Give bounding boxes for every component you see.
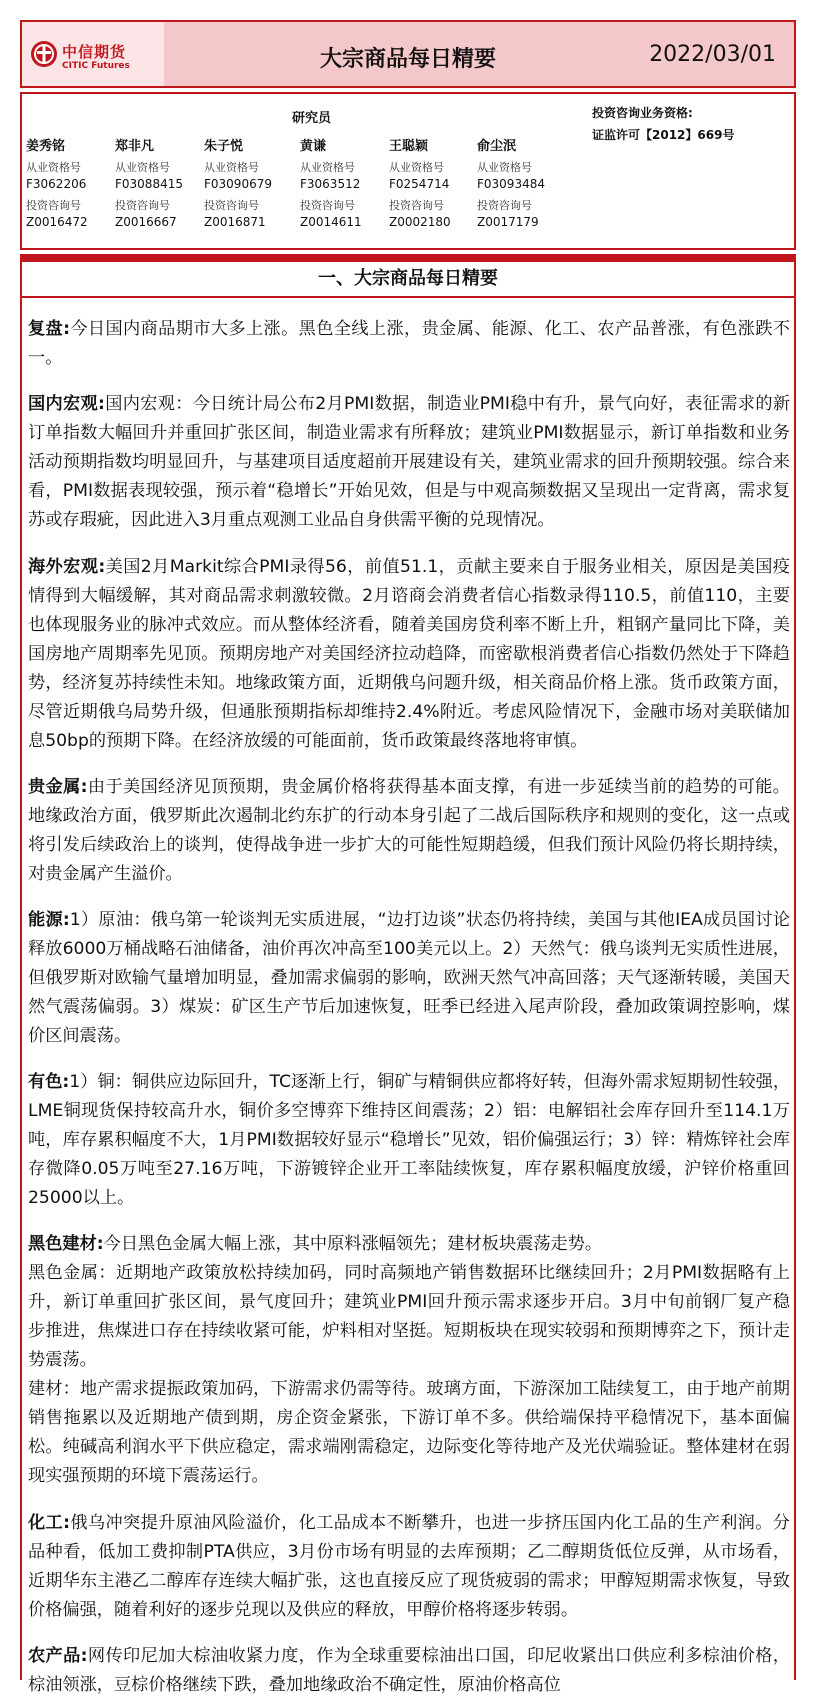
analyst-id-label: 从业资格号: [389, 161, 444, 174]
analyst-id-value: F3062206: [26, 177, 87, 191]
analyst-name: 朱子悦: [204, 139, 244, 154]
analyst-advisor-value: Z0016667: [115, 215, 177, 229]
analyst-id-value: F0254714: [389, 177, 450, 191]
paragraph-lead: 贵金属:: [28, 776, 88, 797]
analyst-card: [26, 134, 116, 236]
paragraph-lead: 化工:: [28, 1512, 70, 1533]
paragraph-agriculture: [22, 1642, 794, 1700]
paragraph-text: 国内宏观：今日统计局公布2月PMI数据，制造业PMI稳中有升，景气向好，表征需求的新订单指数大幅回升并重回扩张区间，制造业需求有所释放；建筑业PMI数据显示，新订单指数和业务活动预期指数均明显回升，与基建项目适度超前开展建设有关，建筑业需求的回升预期较强。综合来看，PMI数据表现较强，预示着“稳增长”开始见效，但是与中观高频数据又呈现出一定背离，需求复苏或存瑕疵，因此进入3月重点观测工业品自身供需平衡的兑现情况。: [28, 394, 791, 531]
analyst-advisor-value: Z0002180: [389, 215, 451, 229]
brand-name-cn: 中信期货: [62, 43, 127, 61]
paragraph-text: 俄乌冲突提升原油风险溢价，化工品成本不断攀升，也进一步挤压国内化工品的生产利润。分品种看，低加工费抑制PTA供应，3月份市场有明显的去库预期；乙二醇期货低位反弹，从市场看，近期华东主港乙二醇库存连续大幅扩张，这也直接反应了现货疲弱的需求；甲醇短期需求恢复，导致价格偏强，随着利好的逐步兑现以及供应的释放，甲醇价格将逐步转弱。: [28, 1512, 790, 1620]
analyst-card: [115, 134, 205, 236]
analysts-heading: 研究员: [292, 111, 332, 126]
paragraph-sub-building: 建材：地产需求提振政策加码，下游需求仍需等待。玻璃方面，下游深加工陆续复工，由于地产前期销售拖累以及近期地产债到期，房企资金紧张，下游订单不多。供给端保持平稳情况下，基本面偏松。纯碱高利润水平下供应稳定，需求端刚需稳定，边际变化等待地产及光伏端验证。整体建材在弱现实强预期的环境下震荡运行。: [28, 1379, 790, 1487]
brand-name-en: CITIC Futures: [62, 61, 130, 71]
analyst-id-value: F03090679: [204, 177, 272, 191]
analyst-block: [20, 92, 796, 250]
report-date: 2022/03/01: [649, 42, 776, 67]
paragraph-lead: 黑色建材:: [28, 1234, 104, 1255]
analyst-card: [389, 134, 479, 236]
paragraph-text: 网传印尼加大棕油收紧力度，作为全球重要棕油出口国，印尼收紧出口供应利多棕油价格，棕油领涨，豆棕价格继续下跌，叠加地缘政治不确定性，原油价格高位: [28, 1645, 790, 1695]
paragraph-lead: 复盘:: [28, 319, 70, 340]
report-header: [20, 20, 796, 88]
analyst-name: 黄谦: [300, 139, 327, 154]
analyst-advisor-value: Z0017179: [477, 215, 539, 229]
report-title: 大宗商品每日精要: [319, 47, 496, 72]
paragraph-lead: 能源:: [28, 909, 70, 930]
analyst-advisor-label: 投资咨询号: [477, 199, 532, 212]
paragraph-lead: 海外宏观:: [28, 556, 106, 577]
paragraph-lead: 有色:: [28, 1072, 70, 1093]
analyst-id-label: 从业资格号: [477, 161, 532, 174]
analyst-name: 姜秀铭: [26, 139, 66, 154]
analyst-advisor-label: 投资咨询号: [389, 199, 444, 212]
analyst-card: [204, 134, 294, 236]
analyst-card: [300, 134, 390, 236]
analyst-name: 郑非凡: [115, 139, 155, 154]
paragraph-text: 美国2月Markit综合PMI录得56，前值51.1，贡献主要来自于服务业相关，原因是美国疫情得到大幅缓解，其对商品需求刺激较微。2月谘商会消费者信心指数录得110.5，前值110，主要也体现服务业的脉冲式效应。而从整体经济看，随着美国房贷利率不断上升，粗钢产量同比下降，美国房地产周期率先见顶。预期房地产对美国经济拉动趋降，而密歇根消费者信心指数仍然处于下降趋势，经济复苏持续性未知。地缘政策方面，近期俄乌问题升级，相关商品价格上涨。货币政策方面，尽管近期俄乌局势升级，但通胀预期指标却维持2.4%附近。考虑风险情况下，金融市场对美联储加息50bp的预期下降。在经济放缓的可能面前，货币政策最终落地将审慎。: [28, 556, 790, 751]
analyst-id-label: 从业资格号: [26, 161, 81, 174]
paragraph-nonferrous: [22, 1068, 794, 1213]
analyst-advisor-label: 投资咨询号: [115, 199, 170, 212]
license-info: [592, 102, 734, 146]
license-label: 投资咨询业务资格:: [592, 106, 693, 120]
report-frame: [20, 20, 796, 1695]
analyst-advisor-value: Z0016472: [26, 215, 88, 229]
section-title: 一、大宗商品每日精要: [22, 262, 794, 298]
paragraph-text: 1）原油：俄乌第一轮谈判无实质进展，“边打边谈”状态仍将持续，美国与其他IEA成员国讨论释放6000万桶战略石油储备，油价再次冲高至100美元以上。2）天然气：俄乌谈判无实质性进展，但俄罗斯对欧输气量增加明显，叠加需求偏弱的影响，欧洲天然气冲高回落；天气逐渐转暖，美国天然气震荡偏弱。3）煤炭：矿区生产节后加速恢复，旺季已经进入尾声阶段，叠加政策调控影响，煤价区间震荡。: [28, 909, 791, 1046]
analyst-advisor-label: 投资咨询号: [300, 199, 355, 212]
paragraph-energy: [22, 906, 794, 1051]
analyst-id-label: 从业资格号: [115, 161, 170, 174]
analyst-id-label: 从业资格号: [300, 161, 355, 174]
paragraph-lead: 农产品:: [28, 1645, 88, 1666]
paragraph-sub-ferrous: 黑色金属：近期地产政策放松持续加码，同时高频地产销售数据环比继续回升；2月PMI数据略有上升，新订单重回扩张区间，景气度回升；建筑业PMI回升预示需求逐步开启。3月中旬前钢厂复产稳步推进，焦煤进口存在持续收紧可能，炉料相对坚挺。短期板块在现实较弱和预期博弈之下，预计走势震荡。: [28, 1263, 790, 1371]
paragraph-text: 今日国内商品期市大多上涨。黑色全线上涨，贵金属、能源、化工、农产品普涨，有色涨跌不一。: [28, 319, 790, 369]
paragraph-chemicals: [22, 1509, 794, 1625]
license-value: 证监许可【2012】669号: [592, 128, 735, 142]
analyst-advisor-label: 投资咨询号: [26, 199, 81, 212]
analyst-id-value: F03088415: [115, 177, 183, 191]
paragraph-text: 由于美国经济见顶预期，贵金属价格将获得基本面支撑，有进一步延续当前的趋势的可能。地缘政治方面，俄罗斯此次遏制北约东扩的行动本身引起了二战后国际秩序和规则的变化，这一点或将引发后续政治上的谈判，使得战争进一步扩大的可能性短期趋缓，但我们预计风险仍将长期持续，对贵金属产生溢价。: [28, 776, 790, 884]
paragraph-text: 今日黑色金属大幅上涨，其中原料涨幅领先；建材板块震荡走势。: [103, 1234, 603, 1255]
analyst-card: [477, 134, 567, 236]
analyst-advisor-value: Z0016871: [204, 215, 266, 229]
paragraph-text: 1）铜：铜供应边际回升，TC逐渐上行，铜矿与精铜供应都将好转，但海外需求短期韧性较强，LME铜现货保持较高升水，铜价多空博弈下维持区间震荡；2）铝：电解铝社会库存回升至114.1万吨，库存累积幅度不大，1月PMI数据较好显示“稳增长”见效，铝价偏强运行；3）锌：精炼锌社会库存微降0.05万吨至27.16万吨，下游镀锌企业开工率陆续恢复，库存累积幅度放缓，沪锌价格重回25000以上。: [28, 1072, 791, 1209]
paragraph-review: [22, 315, 794, 373]
analyst-name: 王聪颖: [389, 139, 429, 154]
paragraph-precious-metals: [22, 773, 794, 889]
paragraph-lead: 国内宏观:: [28, 394, 105, 415]
report-body: [20, 260, 796, 1695]
paragraph-domestic-macro: [22, 390, 794, 535]
analyst-id-value: F3063512: [300, 177, 361, 191]
analyst-name: 俞尘泯: [477, 139, 517, 154]
analyst-id-value: F03093484: [477, 177, 545, 191]
paragraph-overseas-macro: [22, 553, 794, 756]
analyst-advisor-value: Z0014611: [300, 215, 362, 229]
analyst-advisor-label: 投资咨询号: [204, 199, 259, 212]
paragraph-ferrous-building: [22, 1230, 794, 1491]
analyst-id-label: 从业资格号: [204, 161, 259, 174]
